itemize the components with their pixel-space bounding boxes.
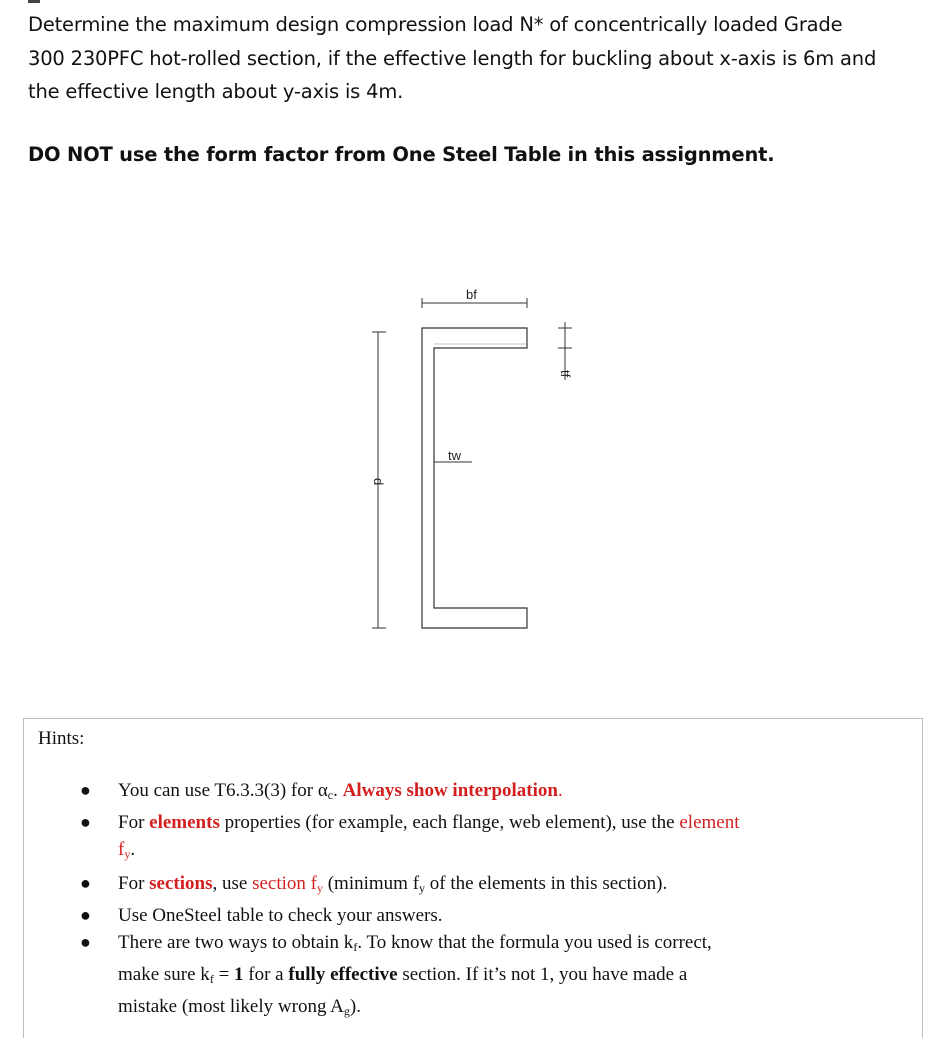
warning-note: DO NOT use the form factor from One Steel Table in this assignment. — [28, 143, 775, 166]
question-line-3: the effective length about y-axis is 4m. — [28, 80, 404, 103]
bullet-icon: ● — [80, 780, 91, 800]
hint-item-3: ● For sections, use section $f_y$ (minimum $f_y$ of the elements in this section). — [24, 870, 922, 902]
tf-label: tf — [558, 370, 573, 378]
hints-title: Hints: — [38, 728, 85, 749]
channel-outline — [422, 328, 527, 628]
d-label: d — [371, 478, 386, 486]
hint-item-1: ● You can use T6.3.3(3) for $\alpha_c$. Always show interpolation. — [24, 777, 922, 809]
bullet-icon: ● — [80, 905, 91, 925]
tw-label: tw — [448, 448, 461, 463]
bullet-icon: ● — [80, 932, 91, 952]
question-line-1: Determine the maximum design compression load N* of concentrically loaded Grade — [28, 13, 843, 36]
bullet-icon: ● — [80, 812, 91, 832]
question-text — [28, 8, 928, 109]
hint-item-5: ● There are two ways to obtain $k_f$. To know that the formula you used is correct, make sure $k_f = 1$ for a fully effective section. If it’s not 1, you have made a mistake (most likely wrong $A_g$). — [24, 929, 922, 1025]
hint-list — [24, 777, 922, 1025]
interpolation-emphasis: Always show interpolation — [342, 780, 558, 801]
cropped-question-number — [28, 0, 40, 3]
hints-box — [23, 718, 923, 1038]
pfc-section-diagram — [360, 280, 580, 640]
hint-item-4: ● Use OneSteel table to check your answers. — [24, 902, 922, 929]
question-line-2: 300 230PFC hot-rolled section, if the effective length for buckling about x-axis is 6m and — [28, 46, 877, 70]
bf-label: bf — [466, 287, 477, 302]
bullet-icon: ● — [80, 873, 91, 893]
hint-item-2: ● For elements properties (for example, each flange, web element), use the element $f_y$. — [24, 809, 922, 868]
